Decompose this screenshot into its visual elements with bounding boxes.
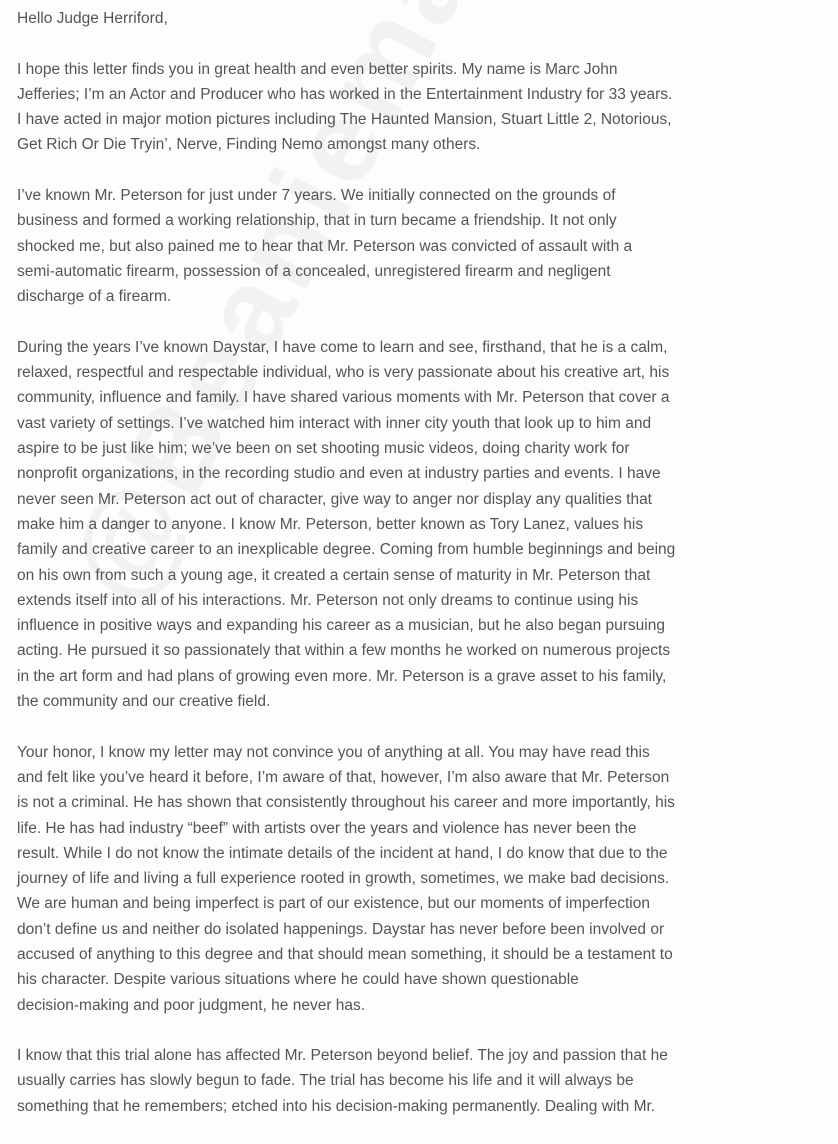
text-line: decision-making and poor judgment, he never has. [17, 996, 366, 1014]
text-line: the community and our creative field. [17, 693, 271, 711]
text-line: Your honor, I know my letter may not convince you of anything at all. You may have read this [17, 743, 650, 761]
text-line: influence in positive ways and expanding his career as a musician, but he also began pursuing [17, 617, 665, 635]
letter-paragraph [17, 183, 835, 309]
letter-greeting: Hello Judge Herriford, [17, 10, 168, 27]
text-line: I hope this letter finds you in great health and even better spirits. My name is Marc John [17, 60, 618, 78]
text-line: life. He has had industry “beef” with artists over the years and violence has never been the [17, 819, 637, 837]
text-line: semi-automatic firearm, possession of a concealed, unregistered firearm and negligent [17, 262, 611, 280]
text-line: something that he remembers; etched into his decision-making permanently. Dealing with Mr. [17, 1097, 656, 1115]
text-line: family and creative career to an inexplicable degree. Coming from humble beginnings and being [17, 541, 676, 559]
letter-page [17, 6, 835, 1144]
text-line: community, influence and family. I have shared various moments with Mr. Peterson that cover a [17, 389, 670, 407]
text-line: acting. He pursued it so passionately that within a few months he worked on numerous projects [17, 642, 671, 660]
text-line: nonprofit organizations, in the recording studio and even at industry parties and events. I have [17, 465, 661, 483]
text-line: relaxed, respectful and respectable individual, who is very passionate about his creative art, his [17, 364, 670, 382]
text-line: usually carries has slowly begun to fade. The trial has become his life and it will always be [17, 1072, 634, 1090]
text-line: business and formed a working relationship, that in turn became a friendship. It not only [17, 212, 617, 230]
text-line: I have acted in major motion pictures including The Haunted Mansion, Stuart Little 2, Notorious, [17, 111, 672, 129]
text-line: his character. Despite various situations where he could have shown questionable [17, 971, 579, 989]
letter-paragraph [17, 740, 835, 1018]
text-line: is not a criminal. He has shown that consistently throughout his career and more importantly, his [17, 794, 675, 812]
text-line: aspire to be just like him; we’ve been on set shooting music videos, doing charity work for [17, 440, 630, 458]
text-line: and felt like you’ve heard it before, I’m aware of that, however, I’m also aware that Mr. Peterson [17, 768, 670, 786]
letter-paragraph [17, 57, 835, 158]
letter-body [17, 57, 835, 1119]
text-line: journey of life and living a full experience rooted in growth, sometimes, we make bad decisions. [17, 870, 670, 888]
text-line: We are human and being imperfect is part of our existence, but our moments of imperfection [17, 895, 650, 913]
letter-paragraph [17, 1043, 835, 1119]
text-line: Get Rich Or Die Tryin’, Nerve, Finding Nemo amongst many others. [17, 136, 481, 154]
text-line: on his own from such a young age, it created a certain sense of maturity in Mr. Peterson that [17, 566, 651, 584]
text-line: in the art form and had plans of growing even more. Mr. Peterson is a grave asset to his family, [17, 667, 667, 685]
text-line: I know that this trial alone has affected Mr. Peterson beyond belief. The joy and passion that he [17, 1047, 668, 1065]
text-line: result. While I do not know the intimate details of the incident at hand, I do know that due to the [17, 844, 668, 862]
text-line: make him a danger to anyone. I know Mr. Peterson, better known as Tory Lanez, values his [17, 515, 644, 533]
text-line: extends itself into all of his interactions. Mr. Peterson not only dreams to continue using his [17, 591, 639, 609]
text-line: don’t define us and neither do isolated happenings. Daystar has never before been involved or [17, 920, 665, 938]
letter-paragraph [17, 335, 835, 714]
text-line: shocked me, but also pained me to hear that Mr. Peterson was convicted of assault with a [17, 237, 633, 255]
text-line: During the years I’ve known Daystar, I have come to learn and see, firsthand, that he is a calm, [17, 338, 668, 356]
text-line: I’ve known Mr. Peterson for just under 7 years. We initially connected on the grounds of [17, 187, 616, 205]
text-line: Jefferies; I’m an Actor and Producer who has worked in the Entertainment Industry for 33 years. [17, 85, 673, 103]
text-line: vast variety of settings. I’ve watched him interact with inner city youth that look up to him and [17, 414, 652, 432]
text-line: never seen Mr. Peterson act out of character, give way to anger nor display any qualities that [17, 490, 652, 508]
text-line: discharge of a firearm. [17, 288, 172, 306]
text-line: accused of anything to this degree and that should mean something, it should be a testament to [17, 945, 673, 963]
